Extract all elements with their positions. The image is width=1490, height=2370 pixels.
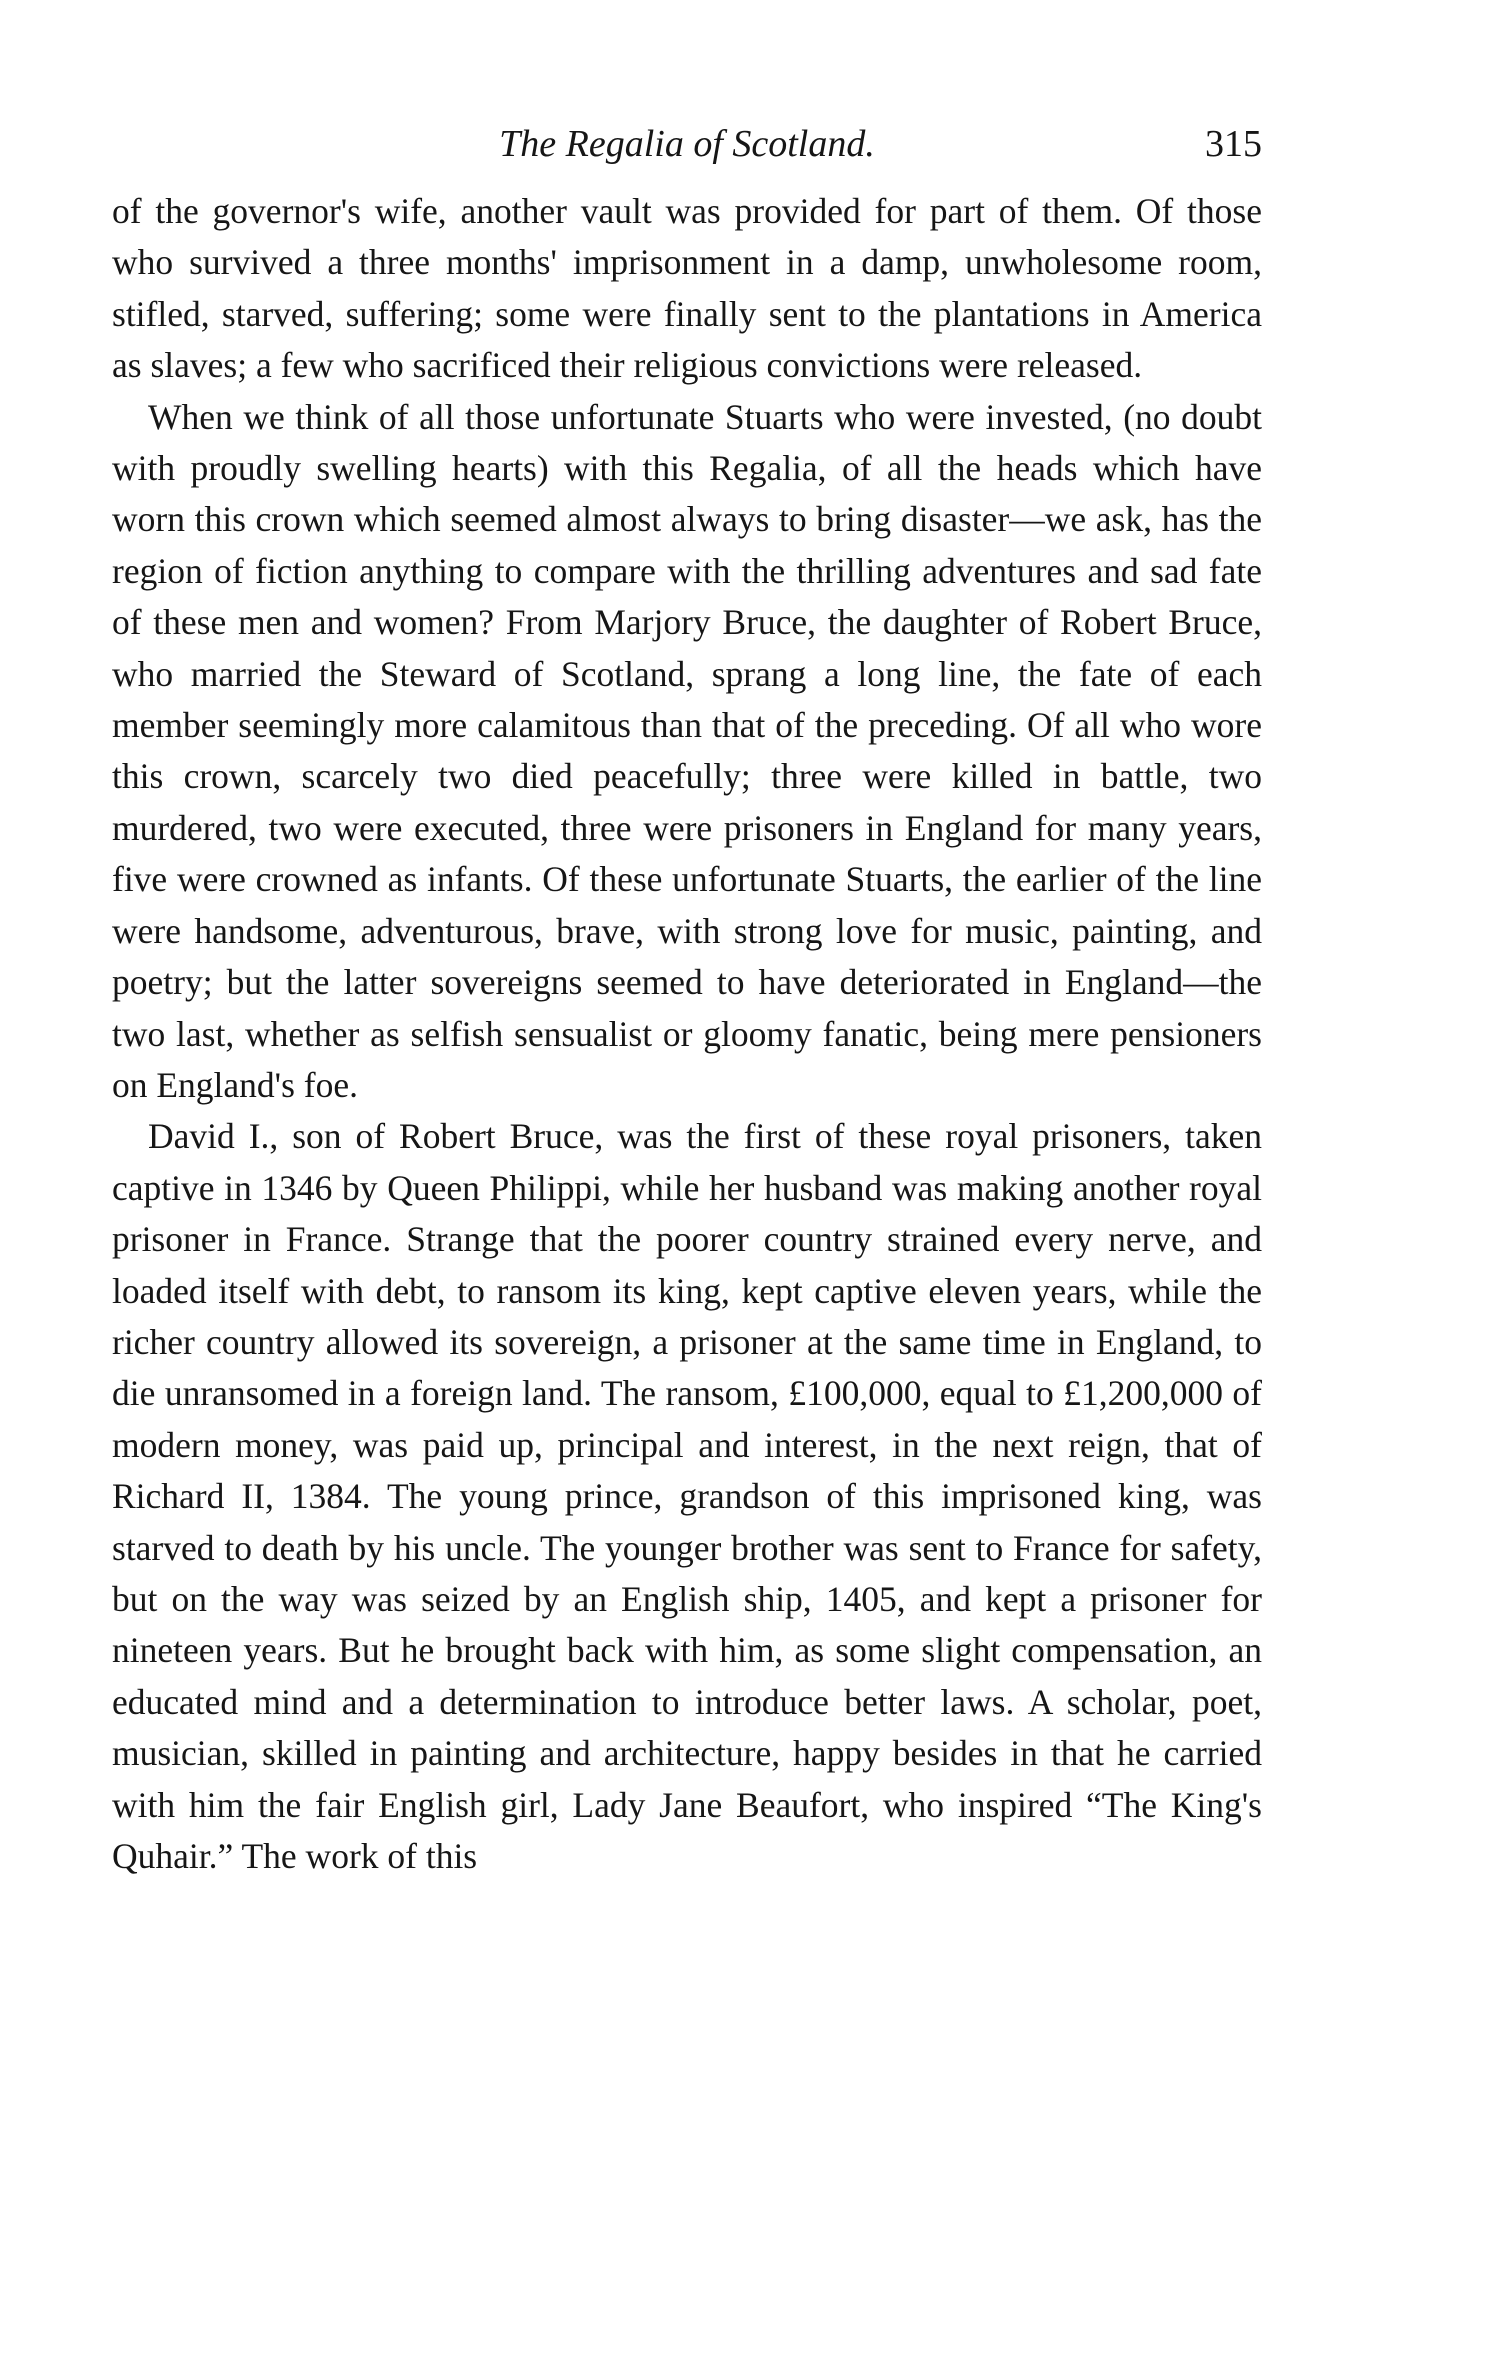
running-title: The Regalia of Scotland. [499, 123, 875, 165]
book-page [112, 118, 1262, 1882]
body-text [112, 186, 1262, 1882]
running-head [112, 118, 1262, 170]
page-number: 315 [1205, 123, 1262, 165]
paragraph-continuation: of the governor's wife, another vault was provided for part of them. Of those who survived a three months' imprisonment in a damp, unwholesome room, stifled, starved, suffering; some were finally sent to the plantations in America as slaves; a few who sacrificed their religious convictions were released. [112, 191, 1262, 386]
paragraph-stuarts: When we think of all those unfortunate Stuarts who were invested, (no doubt with proudly swelling hearts) with this Regalia, of all the heads which have worn this crown which seemed almost always to bring disaster—we ask, has the region of fiction anything to compare with the thrilling adventures and sad fate of these men and women? From Marjory Bruce, the daughter of Robert Bruce, who married the Steward of Scotland, sprang a long line, the fate of each member seemingly more calamitous than that of the preceding. Of all who wore this crown, scarcely two died peacefully; three were killed in battle, two murdered, two were executed, three were prisoners in England for many years, five were crowned as infants. Of these unfortunate Stuarts, the earlier of the line were handsome, adventurous, brave, with strong love for music, painting, and poetry; but the latter sovereigns seemed to have deteriorated in England—the two last, whether as selfish sensualist or gloomy fanatic, being mere pensioners on England's foe. [112, 396, 1262, 1105]
paragraph-david: David I., son of Robert Bruce, was the first of these royal prisoners, taken captive in 1346 by Queen Philippi, while her husband was making another royal prisoner in France. Strange that the poorer country strained every nerve, and loaded itself with debt, to ransom its king, kept captive eleven years, while the richer country allowed its sovereign, a prisoner at the same time in England, to die unransomed in a foreign land. The ransom, £100,000, equal to £1,200,000 of modern money, was paid up, principal and interest, in the next reign, that of Richard II, 1384. The young prince, grandson of this imprisoned king, was starved to death by his uncle. The younger brother was sent to France for safety, but on the way was seized by an English ship, 1405, and kept a prisoner for nineteen years. But he brought back with him, as some slight compensation, an educated mind and a determination to introduce better laws. A scholar, poet, musician, skilled in painting and architecture, happy besides in that he carried with him the fair English girl, Lady Jane Beaufort, who inspired “The King's Quhair.” The work of this [112, 1116, 1262, 1876]
